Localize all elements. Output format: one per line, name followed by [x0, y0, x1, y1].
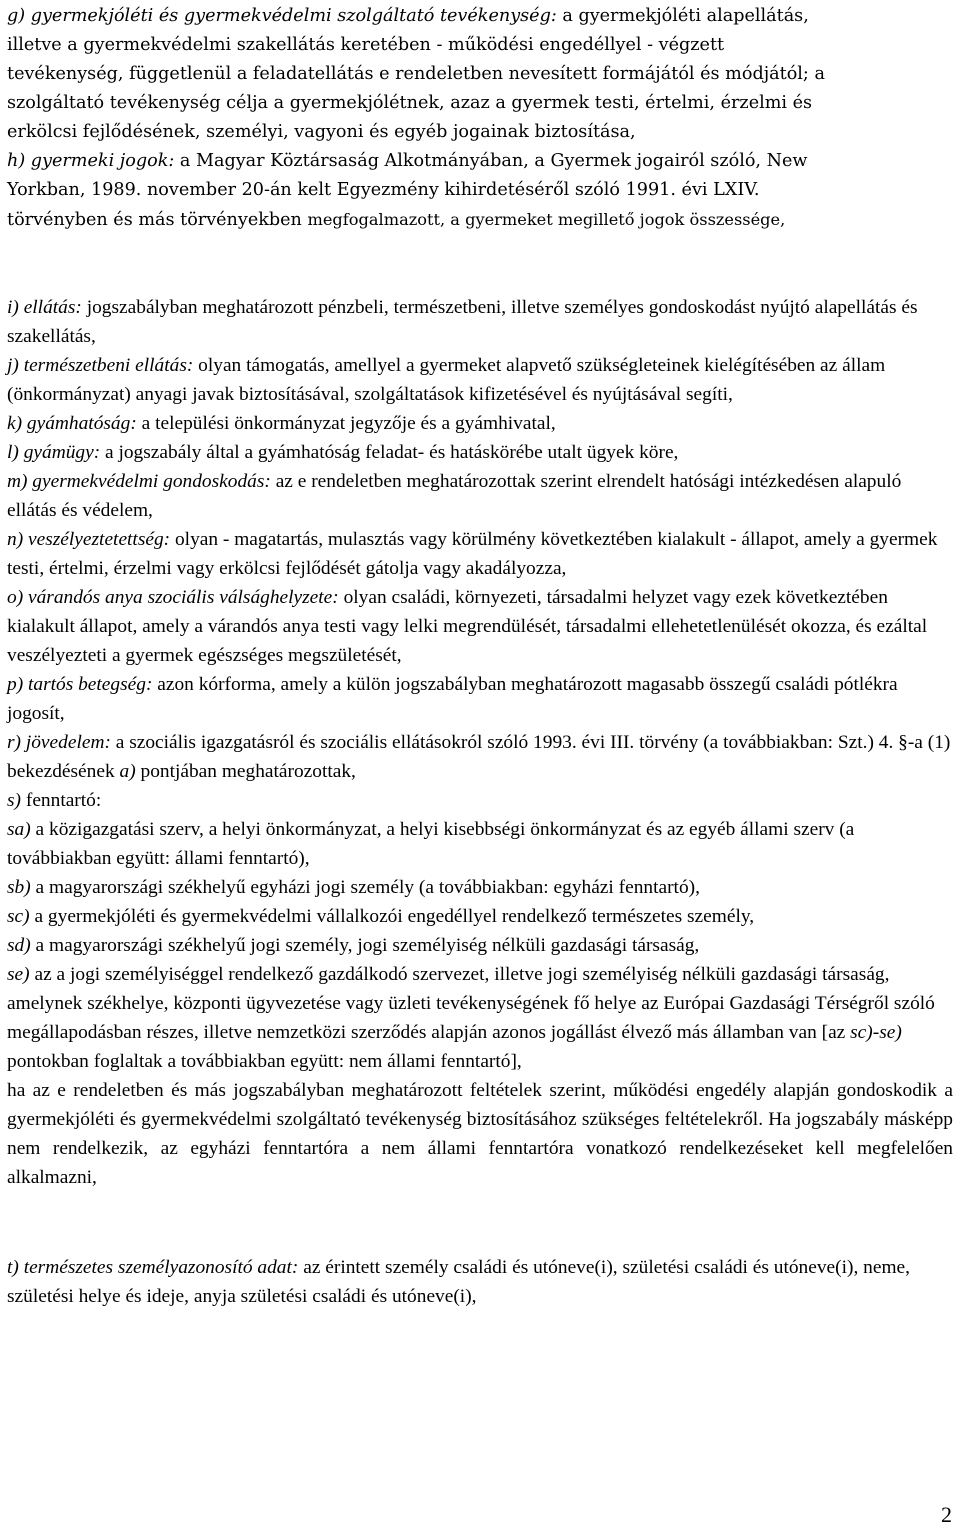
term-sb: sb) [7, 877, 31, 898]
term-i: i) ellátás: [7, 297, 82, 318]
paragraph-se: se) az a jogi személyiséggel rendelkező gazdálkodó szervezet, illetve jogi személyiség nélküli gazdasági társaság, amelynek székhelye, központi ügyvezetése vagy üzleti tevékenységének fő helye az Európai Gazdasági Térségről szóló megállapodásban részes, illetve nemzetközi szerződés alapján azonos jogállást élvező más államban van [az sc)-se) pontokban foglaltak a továbbiakban együtt: nem állami fenntartó], [7, 964, 935, 1072]
term-m: m) gyermekvédelmi gondoskodás: [7, 471, 271, 492]
paragraph-ha: ha az e rendeletben és más jogszabályban meghatározott feltételek szerint, működési engedély alapján gondoskodik a gyermekjóléti és gyermekvédelmi szolgáltató tevékenység biztosításához szükséges feltételekről. Ha jogszabály másképp nem rendelkezik, az egyházi fenntartóra a nem állami fenntartóra vonatkozó rendelkezéseket kell megfelelően alkalmazni, [7, 1080, 953, 1188]
term-j: j) természetbeni ellátás: [7, 355, 194, 376]
term-sd: sd) [7, 935, 31, 956]
paragraph-sa: sa) a közigazgatási szerv, a helyi önkormányzat, a helyi kisebbségi önkormányzat és az egyéb állami szerv (a továbbiakban együtt: állami fenntartó), [7, 819, 855, 869]
paragraph-sc: sc) a gyermekjóléti és gyermekvédelmi vállalkozói engedéllyel rendelkező természetes személy, [7, 906, 755, 927]
paragraph-p: p) tartós betegség: azon kórforma, amely a külön jogszabályban meghatározott magasabb összegű családi pótlékra jogosít, [7, 674, 898, 724]
paragraph-r: r) jövedelem: a szociális igazgatásról és szociális ellátásokról szóló 1993. évi III. törvény (a továbbiakban: Szt.) 4. §-a (1) bekezdésének a) pontjában meghatározottak, [7, 732, 951, 782]
paragraph-h: h) gyermeki jogok: a Magyar Köztársaság Alkotmányában, a Gyermek jogairól szóló, New [7, 151, 808, 171]
document-page [7, 2, 953, 1311]
paragraph-h-line2: Yorkban, 1989. november 20-án kelt Egyezmény kihirdetéséről szóló 1991. évi LXIV. [7, 180, 760, 200]
term-sa: sa) [7, 819, 31, 840]
paragraph-g-line4: szolgáltató tevékenység célja a gyermekjólétnek, azaz a gyermek testi, értelmi, érzelmi és [7, 93, 813, 113]
paragraph-g-line3: tevékenység, függetlenül a feladatellátás e rendeletben nevesített formájától és módjától; a [7, 64, 825, 84]
term-o: o) várandós anya szociális válsághelyzete: [7, 587, 339, 608]
paragraph-k: k) gyámhatóság: a települési önkormányzat jegyzője és a gyámhivatal, [7, 413, 556, 434]
spacer [7, 235, 953, 293]
term-n: n) veszélyeztetettség: [7, 529, 171, 550]
paragraph-n: n) veszélyeztetettség: olyan - magatartás, mulasztás vagy körülmény következtében kialakult - állapot, amely a gyermek testi, értelmi, érzelmi vagy erkölcsi fejlődését gátolja vagy akadályozza, [7, 529, 938, 579]
term-sc: sc) [7, 906, 30, 927]
paragraph-s: s) fenntartó: [7, 790, 102, 811]
term-r: r) jövedelem: [7, 732, 111, 753]
ref-r: a) [119, 761, 136, 782]
paragraph-l: l) gyámügy: a jogszabály által a gyámhatóság feladat- és hatáskörébe utalt ügyek köre, [7, 442, 679, 463]
spacer [7, 1192, 953, 1253]
paragraph-g-line5: erkölcsi fejlődésének, személyi, vagyoni és egyéb jogainak biztosítása, [7, 122, 636, 142]
term-h: h) gyermeki jogok: [7, 151, 175, 171]
paragraph-sd: sd) a magyarországi székhelyű jogi személy, jogi személyiség nélküli gazdasági társaság, [7, 935, 700, 956]
paragraph-g-line2: illetve a gyermekvédelmi szakellátás keretében - működési engedéllyel - végzett [7, 35, 725, 55]
term-g: g) gyermekjóléti és gyermekvédelmi szolgáltató tevékenység: [7, 6, 557, 26]
paragraph-j: j) természetbeni ellátás: olyan támogatás, amellyel a gyermeket alapvető szükségleteinek kielégítésében az állam (önkormányzat) anyagi javak biztosításával, szolgáltatások kifizetésével és nyújtásával segíti, [7, 355, 886, 405]
paragraph-sb: sb) a magyarországi székhelyű egyházi jogi személy (a továbbiakban: egyházi fenntartó), [7, 877, 700, 898]
page-number: 2 [941, 1502, 952, 1527]
paragraph-t: t) természetes személyazonosító adat: az érintett személy családi és utóneve(i), születési családi és utóneve(i), neme, születési helye és ideje, anyja születési családi és utóneve(i), [7, 1257, 910, 1307]
paragraph-o: o) várandós anya szociális válsághelyzete: olyan családi, környezeti, társadalmi helyzet vagy ezek következtében kialakult állapot, amely a várandós anya testi vagy lelki megrendülését, társadalmi ellehetetlenülését okozza, és ezáltal veszélyezteti a gyermek egészséges megszületését, [7, 587, 928, 666]
paragraph-i: i) ellátás: jogszabályban meghatározott pénzbeli, természetbeni, illetve személyes gondoskodást nyújtó alapellátás és szakellátás, [7, 297, 918, 347]
term-se: se) [7, 964, 30, 985]
term-l: l) gyámügy: [7, 442, 101, 463]
term-k: k) gyámhatóság: [7, 413, 137, 434]
paragraph-m: m) gyermekvédelmi gondoskodás: az e rendeletben meghatározottak szerint elrendelt hatósági intézkedésen alapuló ellátás és védelem, [7, 471, 902, 521]
term-t: t) természetes személyazonosító adat: [7, 1257, 299, 1278]
term-s: s) [7, 790, 22, 811]
paragraph-g: g) gyermekjóléti és gyermekvédelmi szolgáltató tevékenység: a gyermekjóléti alapellátás, [7, 6, 809, 26]
paragraph-h-line3: törvényben és más törvényekben megfogalmazott, a gyermeket megillető jogok összessége, [7, 210, 786, 230]
term-p: p) tartós betegség: [7, 674, 153, 695]
ref-se: sc)-se) [850, 1022, 902, 1043]
